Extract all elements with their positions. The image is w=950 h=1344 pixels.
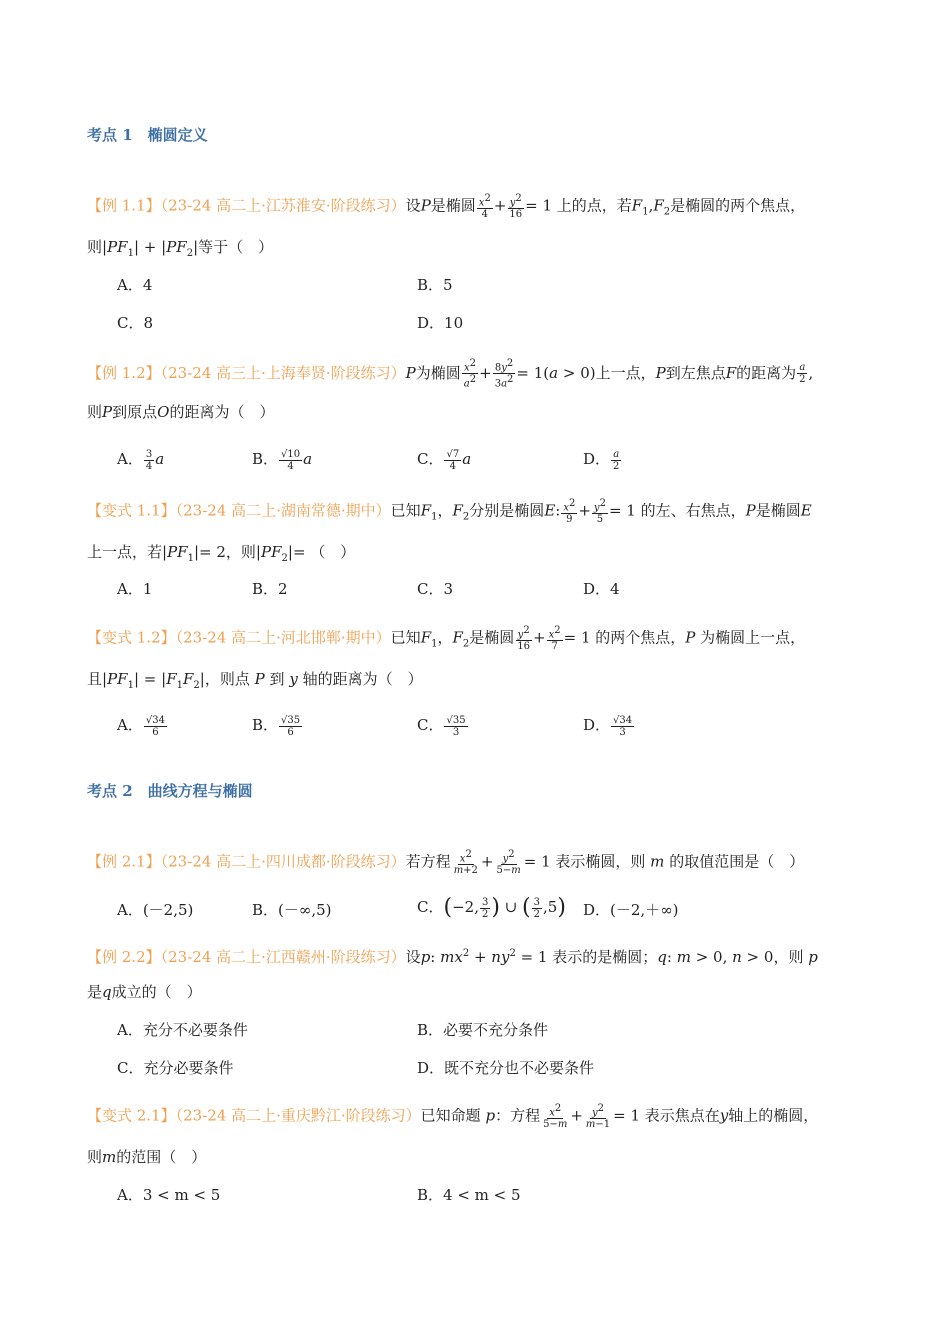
option-d[interactable]: D．(－2,＋∞) [583,901,679,919]
option-d[interactable]: D．既不充分也不必要条件 [417,1059,595,1077]
question-tag: 【例 1.1】（23-24 高二上·江苏淮安·阶段练习） [87,196,406,215]
option-a[interactable]: A． $\frac{√34}{6}$ [117,714,165,738]
section-title-1: 考点 1 椭圆定义 [87,126,208,144]
option-b[interactable]: B． $\frac{√35}{6}$ [252,714,301,738]
question-tag: 【变式 2.1】（23-24 高二上·重庆黔江·阶段练习） [87,1106,421,1125]
question-1-1-line2: 则$|PF_1| + |PF_2|$等于（ ） [87,238,274,259]
question-tag: 【例 2.2】（23-24 高二上·江西赣州·阶段练习） [87,948,406,966]
option-c[interactable]: C．(−2, $\frac{3}{2}$ ) ∪ ( $\frac{3}{2}$ ,5) [417,895,566,920]
question-tag: 【变式 1.2】（23-24 高二上·河北邯郸·期中） [87,628,391,647]
option-d[interactable]: D． $\frac{a}{2}$ [583,448,620,472]
option-c[interactable]: C．8 [117,314,154,332]
question-1-1: 【例 1.1】（23-24 高二上·江苏淮安·阶段练习）设P是椭圆 $\frac{x^2}{4}$ + $\frac{y^2}{16}$ = 1 上的点，若$F_1,F_2$是椭圆的两个焦点， [87,193,806,221]
question-2-1: 【例 2.1】（23-24 高二上·四川成都·阶段练习）若方程 $\frac{x^2}{m+2}$ + $\frac{y^2}{5-m}$ = 1 表示椭圆，则 m 的取值范围是（ ） [87,849,805,877]
variant-1-1-line2: 上一点，若$|PF_1|= 2$，则$|PF_2|=$ （ ） [87,543,356,564]
question-2-2-line2: 是q成立的（ ） [87,983,202,1001]
variant-1-2: 【变式 1.2】（23-24 高二上·河北邯郸·期中）已知$F_1$，$F_2$是椭圆 $\frac{y^2}{16}$ + $\frac{x^2}{7}$ = 1 的两个焦点，P 为椭圆上一点， [87,625,806,653]
option-a[interactable]: A．(－2,5) [117,901,194,919]
option-a[interactable]: A．4 [117,276,153,294]
variant-1-2-line2: 且$|PF_1| = |F_1F_2|$，则点 P 到 y 轴的距离为（ ） [87,670,423,691]
option-b[interactable]: B．必要不充分条件 [417,1021,549,1039]
question-tag: 【例 2.1】（23-24 高二上·四川成都·阶段练习） [87,852,406,871]
option-b[interactable]: B．4 < m < 5 [417,1186,521,1204]
option-c[interactable]: C． $\frac{√35}{3}$ [417,714,466,738]
variant-2-1-line2: 则m的范围（ ） [87,1148,207,1166]
option-d[interactable]: D．10 [417,314,464,332]
question-1-2: 【例 1.2】（23-24 高三上·上海奉贤·阶段练习）P为椭圆 $\frac{x^2}{a^2}$ + $\frac{8y^2}{3a^2}$ = 1(a > 0)上一点，P到左焦点F的距离为 $\frac{a}{2}$ , [87,358,814,390]
variant-2-1: 【变式 2.1】（23-24 高二上·重庆黔江·阶段练习）已知命题 p：方程 $\frac{x^2}{5-m}$ + $\frac{y^2}{m-1}$ = 1 表示焦点在y轴上的椭圆， [87,1103,819,1131]
option-b[interactable]: B．2 [252,580,288,598]
option-a[interactable]: A． $\frac{3}{4}$ a [117,448,165,472]
variant-1-1: 【变式 1.1】（23-24 高二上·湖南常德·期中）已知$F_1$，$F_2$分别是椭圆E: $\frac{x^2}{9}$ + $\frac{y^2}{5}$ = 1 的左、右焦点，P是椭圆E [87,498,812,526]
option-a[interactable]: A．3 < m < 5 [117,1186,221,1204]
option-c[interactable]: C．充分必要条件 [117,1059,234,1077]
option-d[interactable]: D． $\frac{√34}{3}$ [583,714,633,738]
question-tag: 【变式 1.1】（23-24 高二上·湖南常德·期中） [87,501,391,520]
option-c[interactable]: C． $\frac{√7}{4}$ a [417,448,472,472]
option-d[interactable]: D．4 [583,580,620,598]
question-tag: 【例 1.2】（23-24 高三上·上海奉贤·阶段练习） [87,363,406,382]
option-a[interactable]: A．1 [117,580,153,598]
section-title-2: 考点 2 曲线方程与椭圆 [87,782,253,800]
option-b[interactable]: B．(－∞,5) [252,901,332,919]
question-2-2: 【例 2.2】（23-24 高二上·江西赣州·阶段练习）设p: $mx^2 + ny^2 = 1$ 表示的是椭圆；q: m > 0, n > 0，则 p [87,948,818,966]
option-a[interactable]: A．充分不必要条件 [117,1021,248,1039]
option-c[interactable]: C．3 [417,580,454,598]
option-b[interactable]: B．5 [417,276,453,294]
option-b[interactable]: B． $\frac{√10}{4}$ a [252,448,313,472]
question-1-2-line2: 则P到原点O的距离为（ ） [87,403,275,421]
